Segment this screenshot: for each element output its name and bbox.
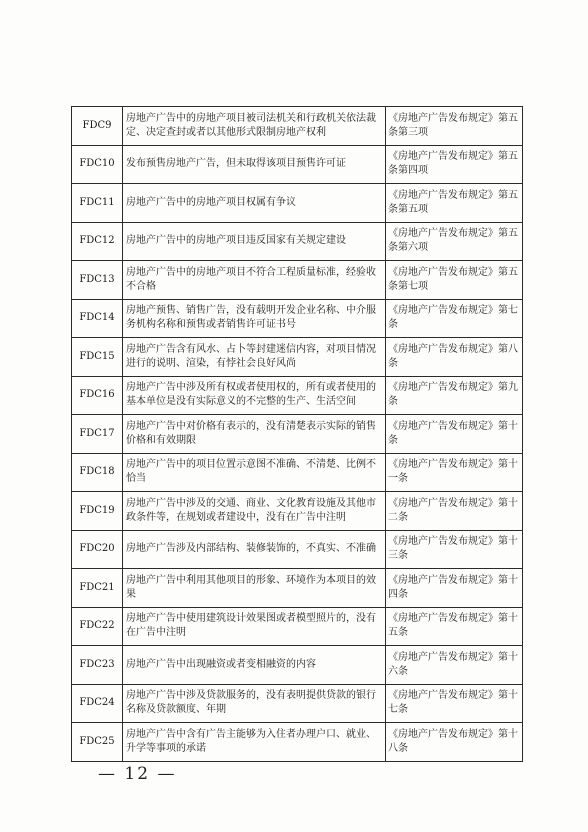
legal-basis: 《房地产广告发布规定》第七条: [386, 299, 523, 338]
legal-basis: 《房地产广告发布规定》第十一条: [386, 453, 523, 492]
table-row: [72, 646, 523, 685]
violation-code: FDC10: [72, 145, 123, 184]
legal-basis: 《房地产广告发布规定》第五条第三项: [386, 107, 523, 146]
table-row: [72, 607, 523, 646]
violation-description: 房地产广告中的房地产项目违反国家有关规定建设: [123, 222, 386, 261]
violation-description: 房地产广告中涉及所有权或者使用权的，所有或者使用的基本单位是没有实际意义的不完整的生产、生活空间: [123, 376, 386, 415]
violation-code: FDC12: [72, 222, 123, 261]
violation-description: 房地产广告中含有广告主能够为入住者办理户口、就业、升学等事项的承诺: [123, 723, 386, 762]
violation-description: 房地产广告中使用建筑设计效果图或者模型照片的，没有在广告中注明: [123, 607, 386, 646]
violation-code: FDC20: [72, 530, 123, 569]
table-row: [72, 530, 523, 569]
legal-basis: 《房地产广告发布规定》第十条: [386, 415, 523, 454]
table-row: [72, 299, 523, 338]
violation-code: FDC14: [72, 299, 123, 338]
violation-code: FDC9: [72, 107, 123, 146]
violation-description: 发布预售房地产广告，但未取得该项目预售许可证: [123, 145, 386, 184]
table-row: [72, 145, 523, 184]
table-row: [72, 415, 523, 454]
violation-description: 房地产广告中对价格有表示的，没有清楚表示实际的销售价格和有效期限: [123, 415, 386, 454]
legal-basis: 《房地产广告发布规定》第八条: [386, 338, 523, 377]
regulation-table: [71, 106, 523, 762]
violation-description: 房地产广告中的房地产项目不符合工程质量标准，经验收不合格: [123, 261, 386, 300]
legal-basis: 《房地产广告发布规定》第五条第七项: [386, 261, 523, 300]
violation-description: 房地产广告中涉及贷款服务的，没有表明提供贷款的银行名称及贷款额度、年期: [123, 684, 386, 723]
table-row: [72, 569, 523, 608]
violation-code: FDC23: [72, 646, 123, 685]
legal-basis: 《房地产广告发布规定》第十五条: [386, 607, 523, 646]
table-row: [72, 107, 523, 146]
legal-basis: 《房地产广告发布规定》第十八条: [386, 723, 523, 762]
page-number: — 12 —: [98, 764, 177, 784]
regulation-table-body: [72, 107, 523, 762]
violation-description: 房地产预售、销售广告，没有载明开发企业名称、中介服务机构名称和预售或者销售许可证书号: [123, 299, 386, 338]
legal-basis: 《房地产广告发布规定》第十六条: [386, 646, 523, 685]
violation-description: 房地产广告中出现融资或者变相融资的内容: [123, 646, 386, 685]
legal-basis: 《房地产广告发布规定》第五条第六项: [386, 222, 523, 261]
legal-basis: 《房地产广告发布规定》第十二条: [386, 492, 523, 531]
violation-code: FDC18: [72, 453, 123, 492]
legal-basis: 《房地产广告发布规定》第十四条: [386, 569, 523, 608]
violation-description: 房地产广告中利用其他项目的形象、环境作为本项目的效果: [123, 569, 386, 608]
violation-code: FDC22: [72, 607, 123, 646]
violation-description: 房地产广告中的房地产项目被司法机关和行政机关依法裁定、决定查封或者以其他形式限制房地产权利: [123, 107, 386, 146]
table-row: [72, 492, 523, 531]
violation-code: FDC13: [72, 261, 123, 300]
violation-code: FDC11: [72, 184, 123, 223]
violation-description: 房地产广告中涉及的交通、商业、文化教育设施及其他市政条件等，在规划或者建设中，没有在广告中注明: [123, 492, 386, 531]
table-row: [72, 261, 523, 300]
violation-code: FDC17: [72, 415, 123, 454]
violation-code: FDC24: [72, 684, 123, 723]
legal-basis: 《房地产广告发布规定》第十七条: [386, 684, 523, 723]
violation-code: FDC25: [72, 723, 123, 762]
violation-description: 房地产广告涉及内部结构、装修装饰的，不真实、不准确: [123, 530, 386, 569]
table-row: [72, 222, 523, 261]
violation-description: 房地产广告中的房地产项目权属有争议: [123, 184, 386, 223]
table-row: [72, 723, 523, 762]
violation-description: 房地产广告中的项目位置示意图不准确、不清楚、比例不恰当: [123, 453, 386, 492]
violation-code: FDC19: [72, 492, 123, 531]
violation-code: FDC16: [72, 376, 123, 415]
violation-description: 房地产广告含有风水、占卜等封建迷信内容，对项目情况进行的说明、渲染，有悖社会良好风尚: [123, 338, 386, 377]
table-row: [72, 453, 523, 492]
table-row: [72, 684, 523, 723]
table-row: [72, 338, 523, 377]
legal-basis: 《房地产广告发布规定》第五条第五项: [386, 184, 523, 223]
table-row: [72, 184, 523, 223]
legal-basis: 《房地产广告发布规定》第十三条: [386, 530, 523, 569]
legal-basis: 《房地产广告发布规定》第九条: [386, 376, 523, 415]
legal-basis: 《房地产广告发布规定》第五条第四项: [386, 145, 523, 184]
violation-code: FDC15: [72, 338, 123, 377]
violation-code: FDC21: [72, 569, 123, 608]
table-row: [72, 376, 523, 415]
